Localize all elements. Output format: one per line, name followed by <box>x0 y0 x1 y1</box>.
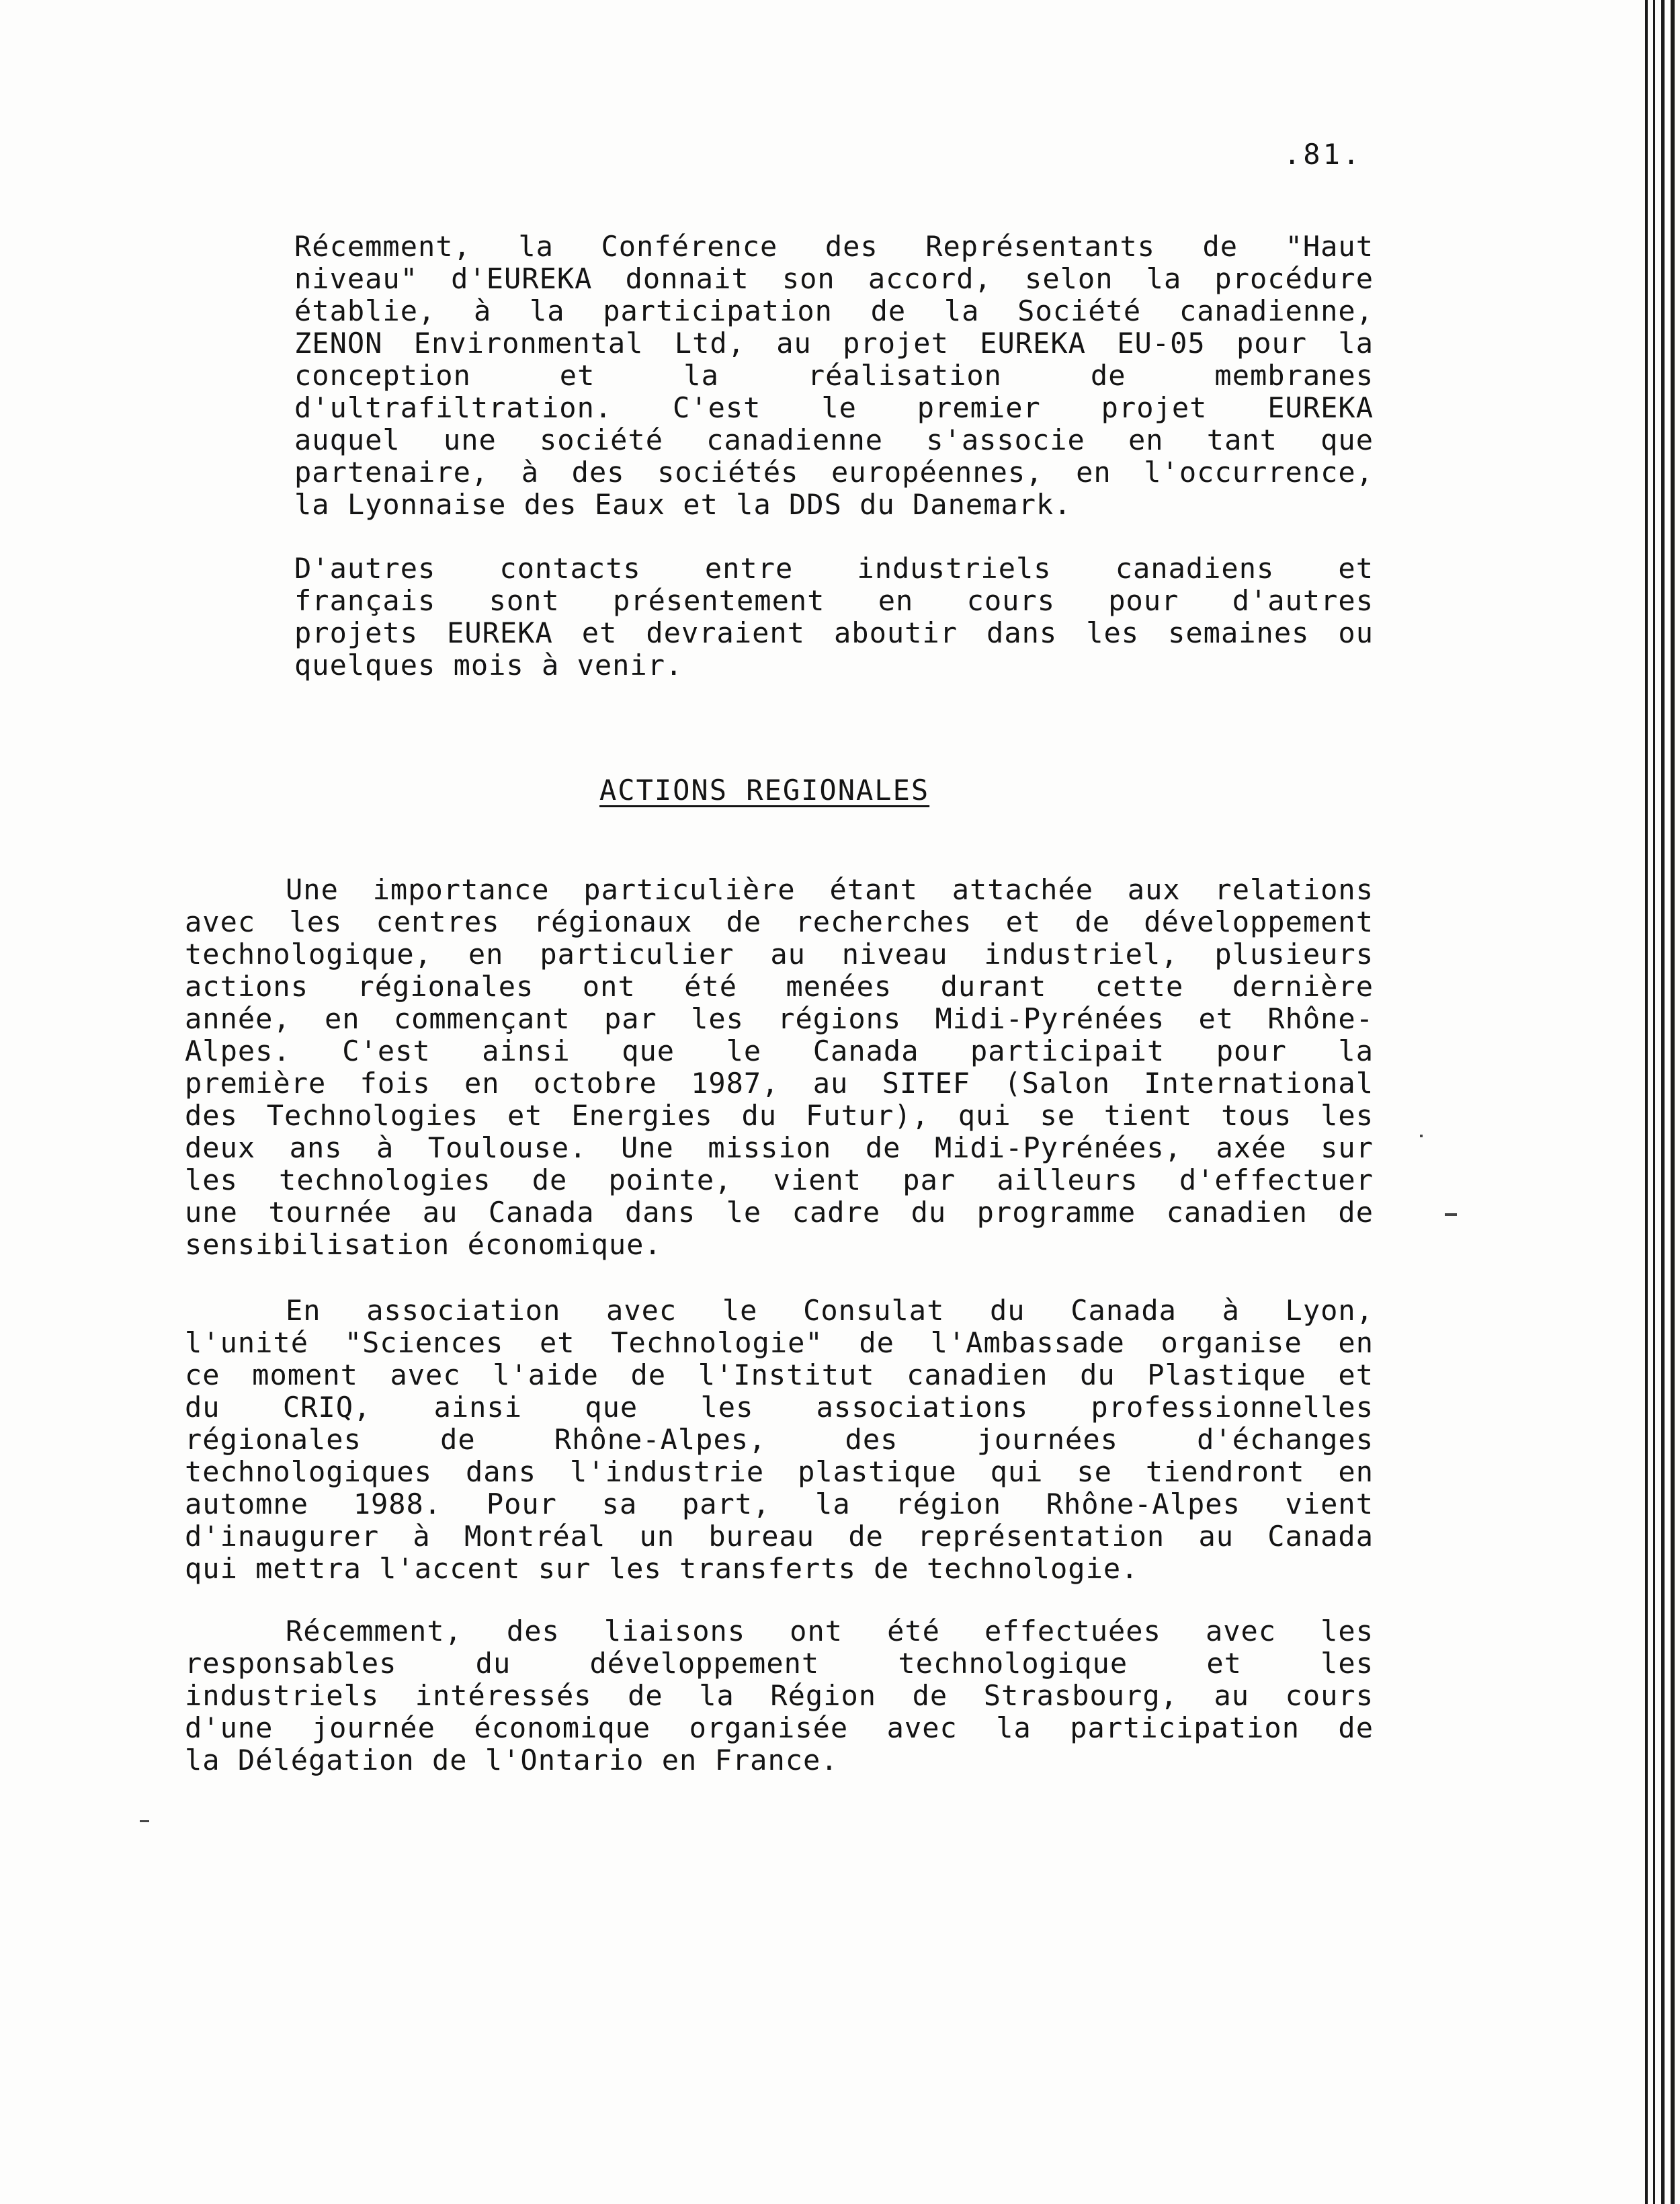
text-line: Récemment, la Conférence des Représentants de "Haut <box>294 230 1374 263</box>
page-edge-line <box>1671 0 1675 2204</box>
text-line: D'autres contacts entre industriels canadiens et <box>294 552 1374 585</box>
text-line: les technologies de pointe, vient par ailleurs d'effectuer <box>185 1164 1374 1196</box>
text-line: automne 1988. Pour sa part, la région Rhône-Alpes vient <box>185 1487 1374 1520</box>
text-line: d'inaugurer à Montréal un bureau de représentation au Canada <box>185 1520 1374 1553</box>
text-line: Une importance particulière étant attachée aux relations <box>286 873 1374 906</box>
text-line: année, en commençant par les régions Midi-Pyrénées et Rhône- <box>185 1002 1374 1035</box>
page-number: .81. <box>1284 138 1363 171</box>
text-line: ce moment avec l'aide de l'Institut canadien du Plastique et <box>185 1358 1374 1391</box>
paragraph-strasbourg <box>185 1615 1374 1777</box>
paragraph-eureka-zenon <box>294 231 1374 521</box>
section-heading: ACTIONS REGIONALES <box>599 774 930 807</box>
text-line: En association avec le Consulat du Canada à Lyon, <box>286 1294 1374 1327</box>
page-edge-line <box>1661 0 1665 2204</box>
text-line: première fois en octobre 1987, au SITEF (Salon International <box>185 1067 1374 1100</box>
text-line: quelques mois à venir. <box>294 649 683 682</box>
text-line: établie, à la participation de la Société canadienne, <box>294 294 1374 327</box>
text-line: qui mettra l'accent sur les transferts de technologie. <box>185 1552 1139 1585</box>
text-line: technologiques dans l'industrie plastique qui se tiendront en <box>185 1455 1374 1488</box>
text-line: la Délégation de l'Ontario en France. <box>185 1744 839 1777</box>
text-line: conception et la réalisation de membranes <box>294 359 1374 392</box>
paragraph-lyon-consulate <box>185 1295 1374 1585</box>
scan-speck <box>1445 1213 1457 1216</box>
text-line: d'ultrafiltration. C'est le premier projet EUREKA <box>294 391 1374 424</box>
scan-speck <box>140 1820 149 1822</box>
text-line: une tournée au Canada dans le cadre du programme canadien de <box>185 1196 1374 1229</box>
text-line: actions régionales ont été menées durant cette dernière <box>185 970 1374 1003</box>
text-line: responsables du développement technologique et les <box>185 1647 1374 1680</box>
page-edge-line <box>1645 0 1648 2204</box>
text-line: français sont présentement en cours pour d'autres <box>294 584 1374 617</box>
text-line: la Lyonnaise des Eaux et la DDS du Danemark. <box>294 488 1072 521</box>
text-line: partenaire, à des sociétés européennes, en l'occurrence, <box>294 456 1374 489</box>
text-line: projets EUREKA et devraient aboutir dans les semaines ou <box>294 616 1374 649</box>
text-line: Alpes. C'est ainsi que le Canada participait pour la <box>185 1034 1374 1067</box>
scan-speck <box>1420 1135 1423 1137</box>
paragraph-other-contacts <box>294 553 1374 682</box>
text-line: auquel une société canadienne s'associe en tant que <box>294 423 1374 456</box>
page-edge-line <box>1653 0 1655 2204</box>
text-line: sensibilisation économique. <box>185 1228 662 1261</box>
text-line: l'unité "Sciences et Technologie" de l'Ambassade organise en <box>185 1326 1374 1359</box>
text-line: d'une journée économique organisée avec la participation de <box>185 1711 1374 1744</box>
text-line: Récemment, des liaisons ont été effectuées avec les <box>286 1615 1374 1647</box>
text-line: ZENON Environmental Ltd, au projet EUREKA EU-05 pour la <box>294 327 1374 360</box>
text-line: avec les centres régionaux de recherches et de développement <box>185 905 1374 938</box>
text-line: des Technologies et Energies du Futur), qui se tient tous les <box>185 1099 1374 1132</box>
text-line: du CRIQ, ainsi que les associations professionnelles <box>185 1391 1374 1424</box>
text-line: deux ans à Toulouse. Une mission de Midi-Pyrénées, axée sur <box>185 1131 1374 1164</box>
text-line: technologique, en particulier au niveau industriel, plusieurs <box>185 938 1374 971</box>
paragraph-regional-actions <box>185 874 1374 1261</box>
text-line: industriels intéressés de la Région de Strasbourg, au cours <box>185 1679 1374 1712</box>
text-line: régionales de Rhône-Alpes, des journées d'échanges <box>185 1423 1374 1456</box>
text-line: niveau" d'EUREKA donnait son accord, selon la procédure <box>294 262 1374 295</box>
